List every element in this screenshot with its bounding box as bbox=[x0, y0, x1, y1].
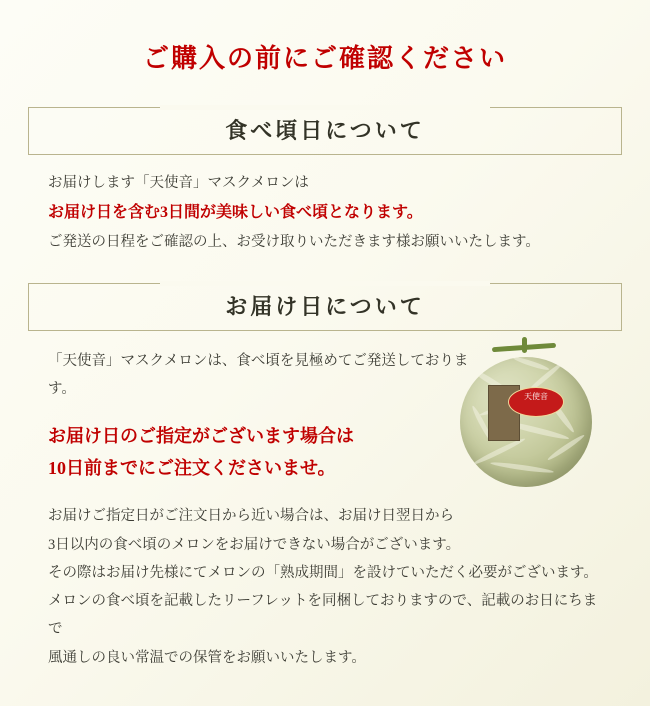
section1-line2-highlight: お届け日を含む3日間が美味しい食べ頃となります。 bbox=[48, 204, 423, 222]
section2-line6: 風通しの良い常温での保管をお願いいたします。 bbox=[48, 649, 366, 666]
section1-body bbox=[28, 155, 622, 257]
section2-line1: 「天使音」マスクメロンは、食べ頃を見極めてご発送しております。 bbox=[48, 352, 469, 397]
section1-heading-label: 食べ頃日について bbox=[225, 118, 425, 143]
section2-red-line1: お届け日のご指定がございます場合は bbox=[48, 426, 354, 447]
section2-line3: 3日以内の食べ頃のメロンをお届けできない場合がございます。 bbox=[48, 536, 461, 553]
section-heading-eating-period bbox=[28, 107, 622, 155]
section2-heading-label: お届け日について bbox=[225, 293, 425, 319]
melon-netting bbox=[460, 357, 592, 487]
section2-text-column bbox=[48, 347, 478, 559]
section1-line1: お届けします「天使音」マスクメロンは bbox=[48, 175, 309, 191]
section2-line2: お届けご指定日がご注文日から近い場合は、お届け日翌日から bbox=[48, 508, 454, 525]
page-title: ご購入の前にご確認ください bbox=[142, 44, 507, 73]
section2-fullwidth-text bbox=[48, 559, 602, 672]
section2-body bbox=[28, 331, 622, 672]
melon-brand-badge: 天使音 bbox=[508, 387, 564, 417]
section2-line5: メロンの食べ頃を記載したリーフレットを同梱しておりますので、記載のお日にちまで bbox=[48, 593, 598, 638]
melon-illustration bbox=[440, 337, 610, 497]
melon-body bbox=[460, 357, 592, 487]
section2-red-line2: 10日前までにご注文くださいませ。 bbox=[48, 457, 336, 478]
melon-stem-icon bbox=[492, 337, 556, 359]
section2-line4: その際はお届け先様にてメロンの「熟成期間」を設けていただく必要がございます。 bbox=[48, 564, 598, 581]
section-heading-delivery-date bbox=[28, 283, 622, 331]
section1-line3: ご発送の日程をご確認の上、お受け取りいただきます様お願いいたします。 bbox=[48, 234, 540, 251]
